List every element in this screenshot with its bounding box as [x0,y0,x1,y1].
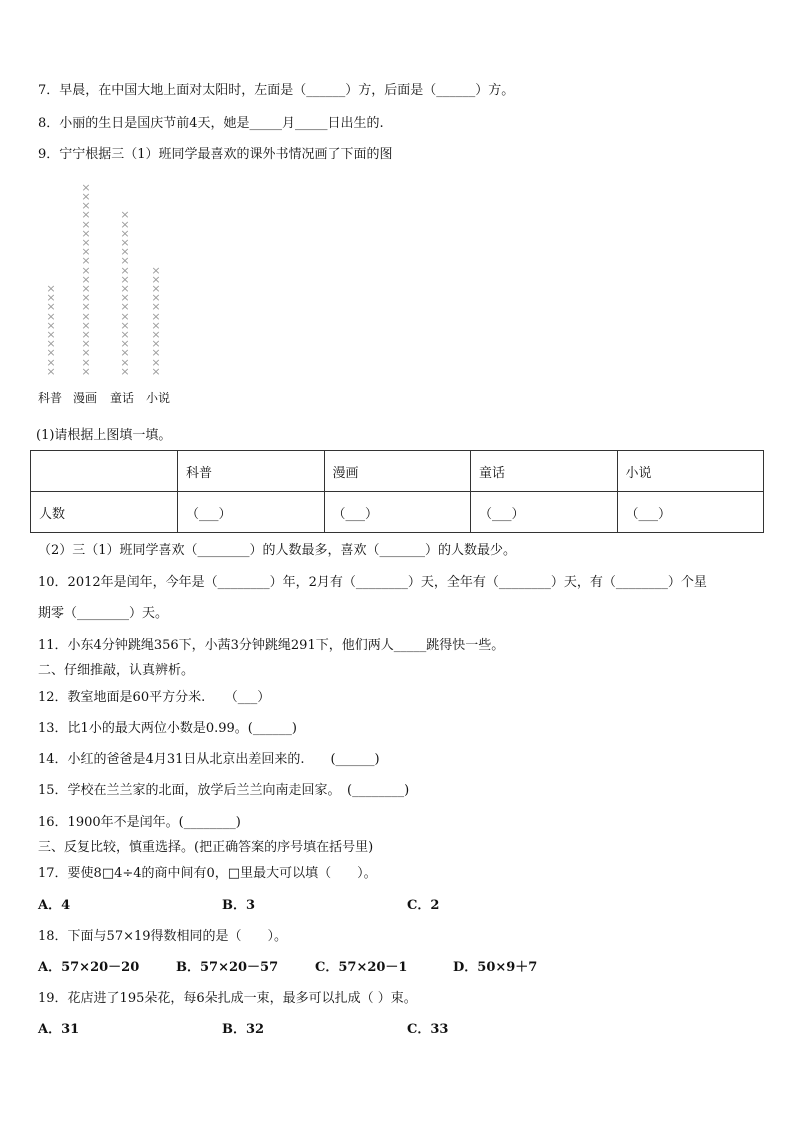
question-12: 12．教室地面是60平方分米. （___） [38,690,271,705]
chart-mark: × [81,189,91,203]
table-row [31,492,764,533]
chart-mark: × [120,318,130,332]
chart-mark: × [46,364,56,378]
question-10-line-2: 期零（________）天。 [38,606,169,621]
chart-mark: × [81,309,91,323]
chart-mark: × [120,235,130,249]
question-9: 9．宁宁根据三（1）班同学最喜欢的课外书情况画了下面的图 [38,147,393,162]
question-10-line-1: 10．2012年是闰年，今年是（________）年，2月有（________）天，全年有（________）天，有（________）个星 [38,575,707,590]
chart-mark: × [81,281,91,295]
q18-option-c: C．57×20－1 [315,960,408,975]
fill-table [30,450,764,533]
q17-option-c: C．2 [407,898,440,913]
chart-mark: × [120,217,130,231]
chart-mark: × [151,364,161,378]
chart-mark: × [120,309,130,323]
category-label-kepu: 科普 [38,391,63,405]
chart-mark: × [81,327,91,341]
table-header-row [31,451,764,492]
category-label-tonghua: 童话 [110,391,135,405]
q19-option-b: B．32 [222,1022,265,1037]
chart-mark: × [81,208,91,222]
chart-mark: × [81,300,91,314]
chart-mark: × [46,300,56,314]
question-19: 19．花店进了195朵花，每6朵扎成一束，最多可以扎成（ ）束。 [38,991,417,1006]
section-3-heading: 三、反复比较，慎重选择。(把正确答案的序号填在括号里) [38,840,374,855]
table-header-cell: 科普 [178,451,325,492]
chart-mark: × [46,337,56,351]
chart-mark: × [120,254,130,268]
chart-mark: × [120,346,130,360]
bar-kepu [44,281,58,378]
question-13: 13．比1小的最大两位小数是0.99。(______) [38,721,297,736]
chart-mark: × [120,364,130,378]
question-9-part-2: （2）三（1）班同学喜欢（________）的人数最多，喜欢（_______）的人数最少。 [38,543,517,558]
question-16: 16．1900年不是闰年。(________) [38,815,241,830]
chart-mark: × [81,217,91,231]
category-label-xiaoshuo: 小说 [146,391,171,405]
q18-option-d: D．50×9＋7 [453,960,538,975]
answer-blank[interactable]: （___） [324,492,471,533]
table-header-cell [31,451,178,492]
bar-xiaoshuo [149,263,163,378]
question-11: 11．小东4分钟跳绳356下，小茜3分钟跳绳291下，他们两人_____跳得快一些。 [38,638,505,653]
chart-mark: × [120,300,130,314]
chart-mark: × [151,309,161,323]
q19-option-c: C．33 [407,1022,449,1037]
chart-mark: × [151,355,161,369]
pictograph-chart [36,182,186,412]
question-9-part-1: (1)请根据上图填一填。 [36,428,172,443]
chart-mark: × [120,208,130,222]
question-8: 8．小丽的生日是国庆节前4天，她是_____月_____日出生的. [38,116,384,131]
chart-mark: × [151,281,161,295]
chart-mark: × [120,327,130,341]
chart-mark: × [81,263,91,277]
chart-mark: × [120,226,130,240]
q19-option-a: A．31 [38,1022,80,1037]
chart-mark: × [81,337,91,351]
answer-blank[interactable]: （___） [617,492,764,533]
chart-mark: × [46,355,56,369]
question-15: 15．学校在兰兰家的北面，放学后兰兰向南走回家。 (________) [38,783,410,798]
question-17: 17．要使8□4÷4的商中间有0，□里最大可以填（ ）。 [38,866,377,881]
chart-mark: × [81,355,91,369]
chart-mark: × [120,281,130,295]
chart-mark: × [120,272,130,286]
chart-mark: × [151,318,161,332]
section-2-heading: 二、仔细推敲，认真辨析。 [38,663,195,678]
chart-mark: × [81,291,91,305]
q17-option-b: B．3 [222,898,256,913]
chart-mark: × [46,291,56,305]
chart-mark: × [81,346,91,360]
chart-mark: × [81,272,91,286]
chart-mark: × [46,309,56,323]
chart-mark: × [120,337,130,351]
table-header-cell: 小说 [617,451,764,492]
chart-mark: × [46,281,56,295]
chart-mark: × [46,327,56,341]
q17-option-a: A．4 [38,898,71,913]
chart-mark: × [120,355,130,369]
answer-blank[interactable]: （___） [178,492,325,533]
q18-option-b: B．57×20－57 [176,960,279,975]
question-7: 7．早晨，在中国大地上面对太阳时，左面是（______）方，后面是（______）方。 [38,83,515,98]
chart-mark: × [151,337,161,351]
bar-tonghua [118,210,132,376]
chart-mark: × [46,346,56,360]
chart-mark: × [81,226,91,240]
chart-mark: × [120,291,130,305]
chart-mark: × [81,364,91,378]
chart-mark: × [151,327,161,341]
category-label-manhua: 漫画 [73,391,98,405]
chart-mark: × [151,263,161,277]
question-18: 18．下面与57×19得数相同的是（ ）。 [38,929,288,944]
chart-mark: × [120,245,130,259]
table-header-cell: 童话 [471,451,618,492]
chart-mark: × [81,235,91,249]
chart-mark: × [81,254,91,268]
chart-mark: × [81,245,91,259]
answer-blank[interactable]: （___） [471,492,618,533]
chart-mark: × [81,199,91,213]
question-14: 14．小红的爸爸是4月31日从北京出差回来的. (______) [38,752,380,767]
chart-mark: × [46,318,56,332]
q18-option-a: A．57×20－20 [38,960,140,975]
chart-mark: × [81,180,91,194]
table-header-cell: 漫画 [324,451,471,492]
chart-mark: × [151,272,161,286]
chart-mark: × [151,291,161,305]
chart-mark: × [151,300,161,314]
chart-mark: × [120,263,130,277]
table-row-label: 人数 [31,492,178,533]
bar-manhua [79,180,93,378]
chart-mark: × [81,318,91,332]
chart-mark: × [151,346,161,360]
